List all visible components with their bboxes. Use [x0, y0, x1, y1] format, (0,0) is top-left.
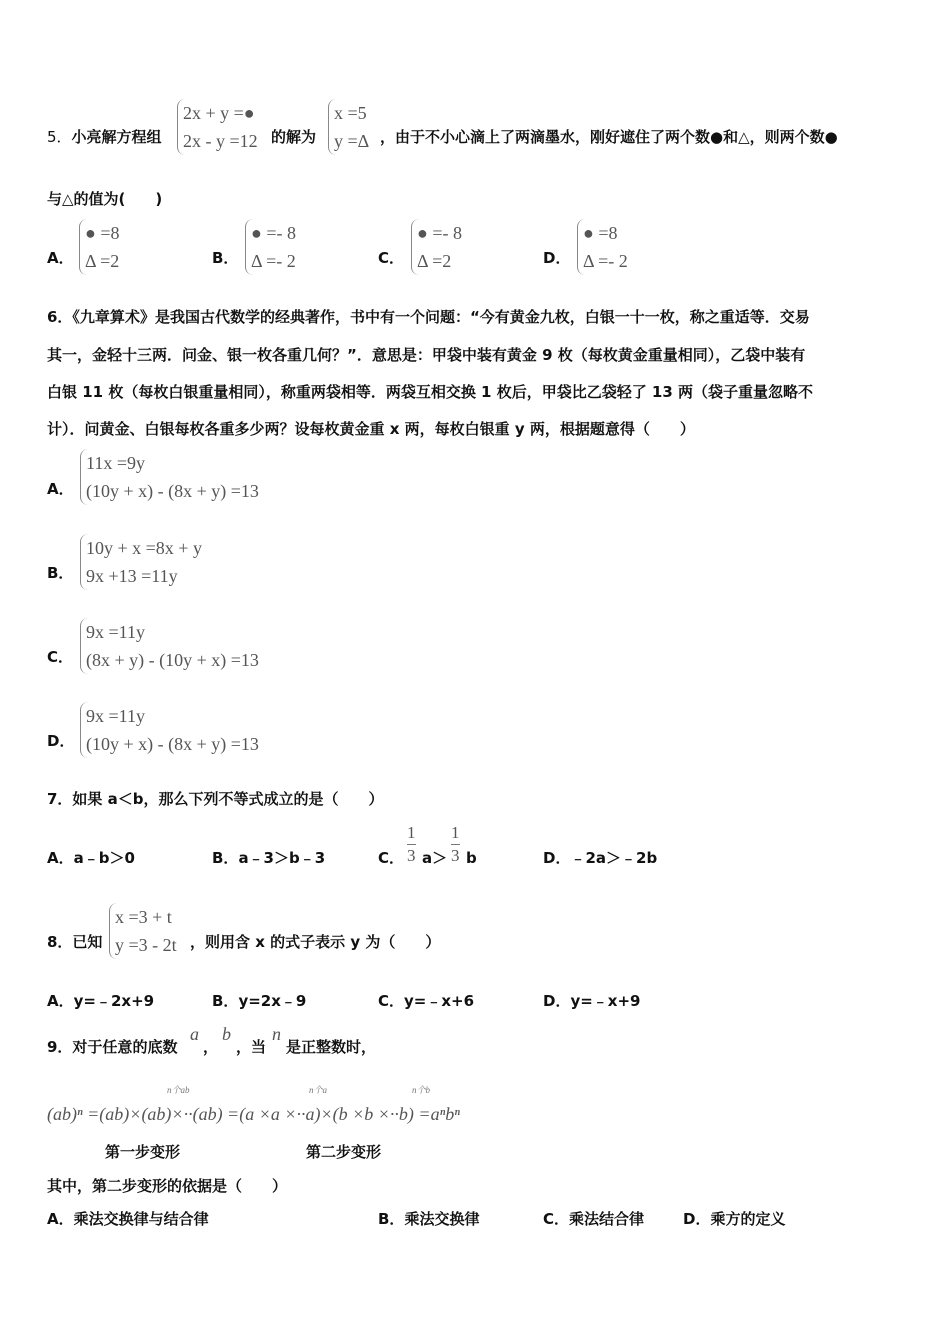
option-label: B． — [212, 992, 239, 1010]
equation: 11x =9y — [86, 453, 145, 473]
equation: Δ =- 2 — [583, 251, 628, 271]
q5-line2: 与△的值为( ) — [47, 190, 163, 208]
q9-option-a[interactable] — [47, 1209, 209, 1229]
q9-part2: 是正整数时， — [286, 1038, 377, 1056]
option-text: a﹣3＞b﹣3 — [238, 849, 326, 867]
q7-option-c-mid: a＞ — [422, 849, 448, 867]
option-text: ﹣2a＞﹣2b — [570, 849, 658, 867]
fraction — [407, 822, 416, 867]
q8-option-c[interactable] — [378, 991, 474, 1011]
option-text: a﹣b＞0 — [73, 849, 135, 867]
equation: 2x + y =● — [183, 103, 255, 123]
option-text: y=﹣x+9 — [570, 992, 641, 1010]
q6-option-d-label: D． — [47, 732, 75, 750]
q6-line: 计）．问黄金、白银每枚各重多少两？设每枚黄金重 x 两，每枚白银重 y 两，根据题意得（ ） — [47, 420, 695, 438]
option-label: C． — [378, 992, 405, 1010]
q5-option-d[interactable] — [577, 219, 628, 275]
option-text: 乘法交换律 — [404, 1210, 480, 1228]
annotation-n-b: n个b — [412, 1085, 431, 1095]
equation: y =3 - 2t — [115, 935, 177, 955]
q5-option-a-label: A． — [47, 249, 74, 267]
q9-option-b[interactable] — [378, 1209, 479, 1229]
q6-option-a-label: A． — [47, 480, 74, 498]
equation: 10y + x =8x + y — [86, 538, 202, 558]
option-label: B． — [212, 849, 239, 867]
q5-tail: ，由于不小心滴上了两滴墨水，刚好遮住了两个数●和△，则两个数● — [380, 128, 838, 146]
q5-option-c[interactable] — [411, 219, 462, 275]
fraction — [451, 822, 460, 867]
q6-line: 白银 11 枚（每枚白银重量相同），称重两袋相等．两袋互相交换 1 枚后，甲袋比乙袋轻了 13 两（袋子重量忽略不 — [47, 383, 814, 401]
q5-number: 5． — [47, 128, 72, 146]
q6-option-b-label: B． — [47, 564, 74, 582]
equation: Δ =- 2 — [251, 251, 296, 271]
equation: (8x + y) - (10y + x) =13 — [86, 650, 259, 670]
q7-text: 7．如果 a＜b，那么下列不等式成立的是（ ） — [47, 790, 384, 808]
q7-option-a[interactable] — [47, 848, 135, 868]
option-label: D． — [543, 992, 571, 1010]
option-text: y=2x﹣9 — [238, 992, 307, 1010]
annotation-n-ab: n个ab — [167, 1085, 190, 1095]
option-text: y=﹣2x+9 — [73, 992, 155, 1010]
option-label: B． — [378, 1210, 405, 1228]
q8-option-b[interactable] — [212, 991, 306, 1011]
option-label: D． — [683, 1210, 711, 1228]
q9-comma: ， — [203, 1038, 219, 1056]
option-label: A． — [47, 992, 74, 1010]
q7-option-c-label[interactable]: C． — [378, 849, 405, 867]
equation: x =3 + t — [115, 907, 172, 927]
q5-equation-system — [177, 99, 258, 155]
equation: ● =- 8 — [251, 223, 297, 243]
equation: 9x +13 =11y — [86, 566, 178, 586]
q9-when: ，当 — [236, 1038, 267, 1056]
q9-formula: (ab)ⁿ =(ab)×(ab)×··(ab) =(a ×a ×··a)×(b ×b ×··b) =aⁿbⁿ — [47, 1104, 460, 1124]
annotation-n-a: n个a — [309, 1085, 328, 1095]
q7-option-d[interactable] — [543, 848, 657, 868]
q6-line: 6．《九章算术》是我国古代数学的经典著作，书中有一个问题：“今有黄金九枚，白银一十一枚，称之重适等．交易 — [47, 308, 810, 326]
option-label: A． — [47, 849, 74, 867]
q8-system — [109, 903, 177, 959]
q8-option-a[interactable] — [47, 991, 154, 1011]
q5-option-a[interactable] — [79, 219, 120, 275]
equation: y =Δ — [334, 131, 370, 151]
q9-option-d[interactable] — [683, 1209, 785, 1229]
option-text: y=﹣x+6 — [404, 992, 475, 1010]
equation: 2x - y =12 — [183, 131, 258, 151]
numerator: 1 — [407, 823, 416, 842]
var-b: b — [222, 1024, 231, 1044]
q6-option-c-label: C． — [47, 648, 74, 666]
equation: 9x =11y — [86, 706, 145, 726]
q6-option-c[interactable] — [80, 618, 259, 674]
equation: x =5 — [334, 103, 367, 123]
denominator: 3 — [451, 846, 460, 865]
option-text: 乘法交换律与结合律 — [73, 1210, 209, 1228]
option-label: A． — [47, 1210, 74, 1228]
q5-option-c-label: C． — [378, 249, 405, 267]
option-text: 乘方的定义 — [710, 1210, 786, 1228]
var-n: n — [272, 1024, 281, 1044]
q5-option-d-label: D． — [543, 249, 571, 267]
q5-solution-system — [328, 99, 369, 155]
equation: ● =8 — [583, 223, 618, 243]
equation: ● =- 8 — [417, 223, 463, 243]
q7-option-c-tail: b — [466, 849, 477, 867]
equation: Δ =2 — [417, 251, 452, 271]
equation: (10y + x) - (8x + y) =13 — [86, 481, 259, 501]
equation: (10y + x) - (8x + y) =13 — [86, 734, 259, 754]
equation: ● =8 — [85, 223, 120, 243]
q9-question: 其中，第二步变形的依据是（ ） — [47, 1177, 288, 1195]
q7-option-b[interactable] — [212, 848, 325, 868]
equation: Δ =2 — [85, 251, 120, 271]
var-a: a — [190, 1024, 199, 1044]
q8-option-d[interactable] — [543, 991, 640, 1011]
q6-line: 其一，金轻十三两．问金、银一枚各重几何？”．意思是：甲袋中装有黄金 9 枚（每枚黄金重量相同），乙袋中装有 — [47, 346, 806, 364]
option-label: C． — [543, 1210, 570, 1228]
denominator: 3 — [407, 846, 416, 865]
q9-step2-label: 第二步变形 — [306, 1143, 382, 1161]
q5-lead: 小亮解方程组 — [71, 128, 162, 146]
option-label: D． — [543, 849, 571, 867]
q8-number: 8．已知 — [47, 933, 103, 951]
q5-mid: 的解为 — [271, 128, 317, 146]
q5-option-b[interactable] — [245, 219, 296, 275]
q8-tail: ，则用含 x 的式子表示 y 为（ ） — [190, 933, 441, 951]
q6-option-b[interactable] — [80, 534, 202, 590]
q9-part1: 9．对于任意的底数 — [47, 1038, 178, 1056]
numerator: 1 — [451, 823, 460, 842]
option-text: 乘法结合律 — [569, 1210, 645, 1228]
q5-option-b-label: B． — [212, 249, 239, 267]
q6-option-d[interactable] — [80, 702, 259, 758]
q9-step1-label: 第一步变形 — [105, 1143, 181, 1161]
q9-option-c[interactable] — [543, 1209, 644, 1229]
q6-option-a[interactable] — [80, 449, 259, 505]
equation: 9x =11y — [86, 622, 145, 642]
